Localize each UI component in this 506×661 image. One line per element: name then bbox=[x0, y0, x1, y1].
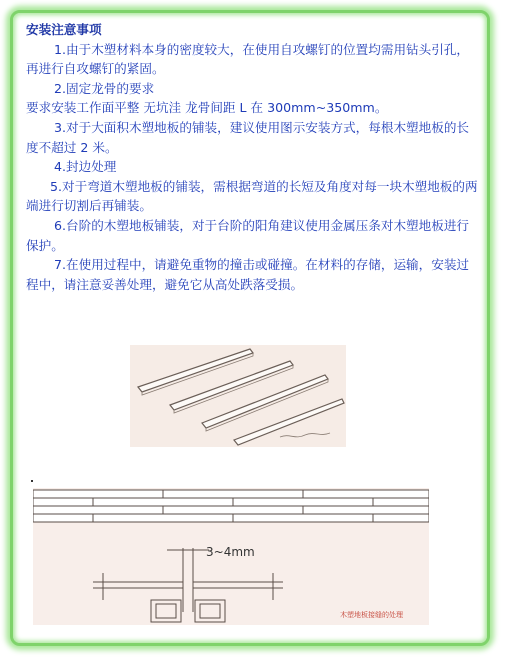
paragraph-8: 7.在使用过程中，请避免重物的撞击或碰撞。在材料的存储，运输，安装过程中，请注意妥善处理，避免它从高处跌落受损。 bbox=[26, 257, 470, 292]
gap-dimension-label: 3~4mm bbox=[206, 545, 255, 559]
paragraph-6: 5.对于弯道木塑地板的铺装，需根据弯道的长短及角度对每一块木塑地板的两端进行切割后再铺装。 bbox=[26, 178, 478, 214]
stray-dot bbox=[31, 480, 33, 482]
paragraph-3: 要求安装工作面平整 无坑洼 龙骨间距 L 在 300mm~350mm。 bbox=[26, 100, 388, 116]
paragraph-7: 6.台阶的木塑地板铺装，对于台阶的阳角建议使用金属压条对木塑地板进行保护。 bbox=[26, 217, 470, 253]
instructions-text bbox=[26, 20, 478, 294]
paragraph-4: 3.对于大面积木塑地板的铺装，建议使用图示安装方式，每根木塑地板的长度不超过 2 米。 bbox=[26, 119, 470, 155]
paragraph-5: 4.封边处理 bbox=[54, 159, 117, 175]
paragraph-2: 2.固定龙骨的要求 bbox=[54, 80, 155, 96]
paragraph-1: 1.由于木塑材料本身的密度较大，在使用自攻螺钉的位置均需用钻头引孔，再进行自攻螺钉的紧固。 bbox=[26, 41, 470, 77]
joist-illustration bbox=[130, 345, 346, 447]
section-title: 安装注意事项 bbox=[26, 22, 102, 37]
diagram-caption: 木塑地板接缝的处理 bbox=[340, 611, 403, 619]
